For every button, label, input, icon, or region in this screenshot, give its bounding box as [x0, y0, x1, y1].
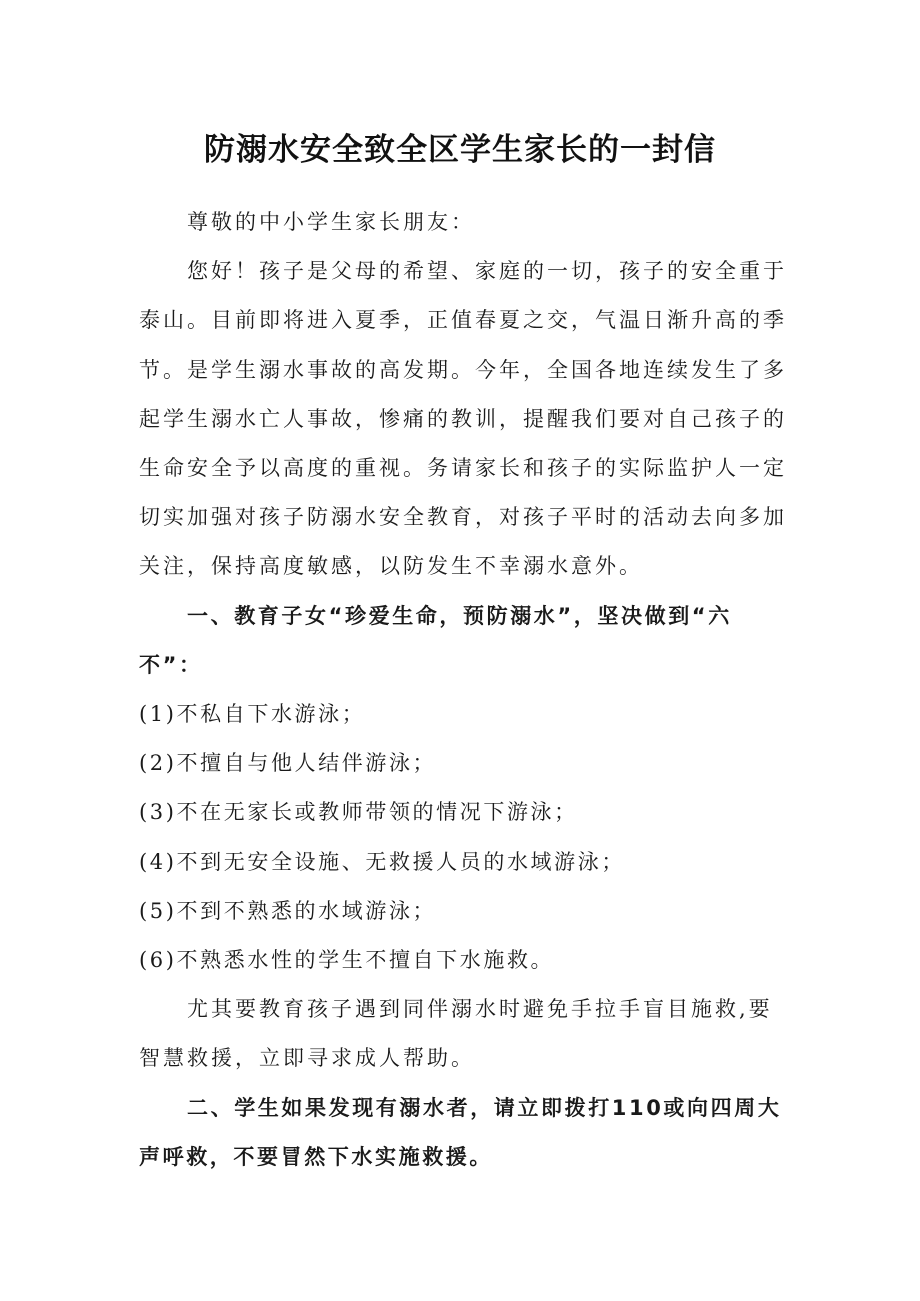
intro-paragraph: 您好！孩子是父母的希望、家庭的一切，孩子的安全重于泰山。目前即将进入夏季，正值春夏之交，气温日渐升高的季节。是学生溺水事故的高发期。今年，全国各地连续发生了多起学生溺水亡人事故，惨痛的教训，提醒我们要对自己孩子的生命安全予以高度的重视。务请家长和孩子的实际监护人一定切实加强对孩子防溺水安全教育，对孩子平时的活动去向多加关注，保持高度敏感，以防发生不幸溺水意外。 — [139, 259, 787, 579]
list-item: (5)不到不熟悉的水域游泳； — [139, 898, 437, 923]
section-1-heading: 一、教育子女“珍爱生命，预防溺水”，坚决做到“六不”： — [139, 603, 732, 677]
salutation: 尊敬的中小学生家长朋友： — [187, 210, 475, 234]
section-2-heading: 二、学生如果发现有溺水者，请立即拨打110或向四周大声呼救，不要冒然下水实施救援。 — [139, 1095, 782, 1169]
section-1-note: 尤其要教育孩子遇到同伴溺水时避免手拉手盲目施救,要智慧救援，立即寻求成人帮助。 — [139, 997, 773, 1071]
list-item: (3)不在无家长或教师带领的情况下游泳； — [139, 800, 578, 825]
list-item: (6)不熟悉水性的学生不擅自下水施救。 — [139, 948, 555, 973]
list-item: (2)不擅自与他人结伴游泳； — [139, 751, 437, 776]
list-item: (4)不到无安全设施、无救援人员的水域游泳； — [139, 849, 625, 874]
list-item: (1)不私自下水游泳； — [139, 702, 366, 727]
letter-body — [139, 198, 787, 1182]
document-title: 防溺水安全致全区学生家长的一封信 — [204, 132, 716, 168]
